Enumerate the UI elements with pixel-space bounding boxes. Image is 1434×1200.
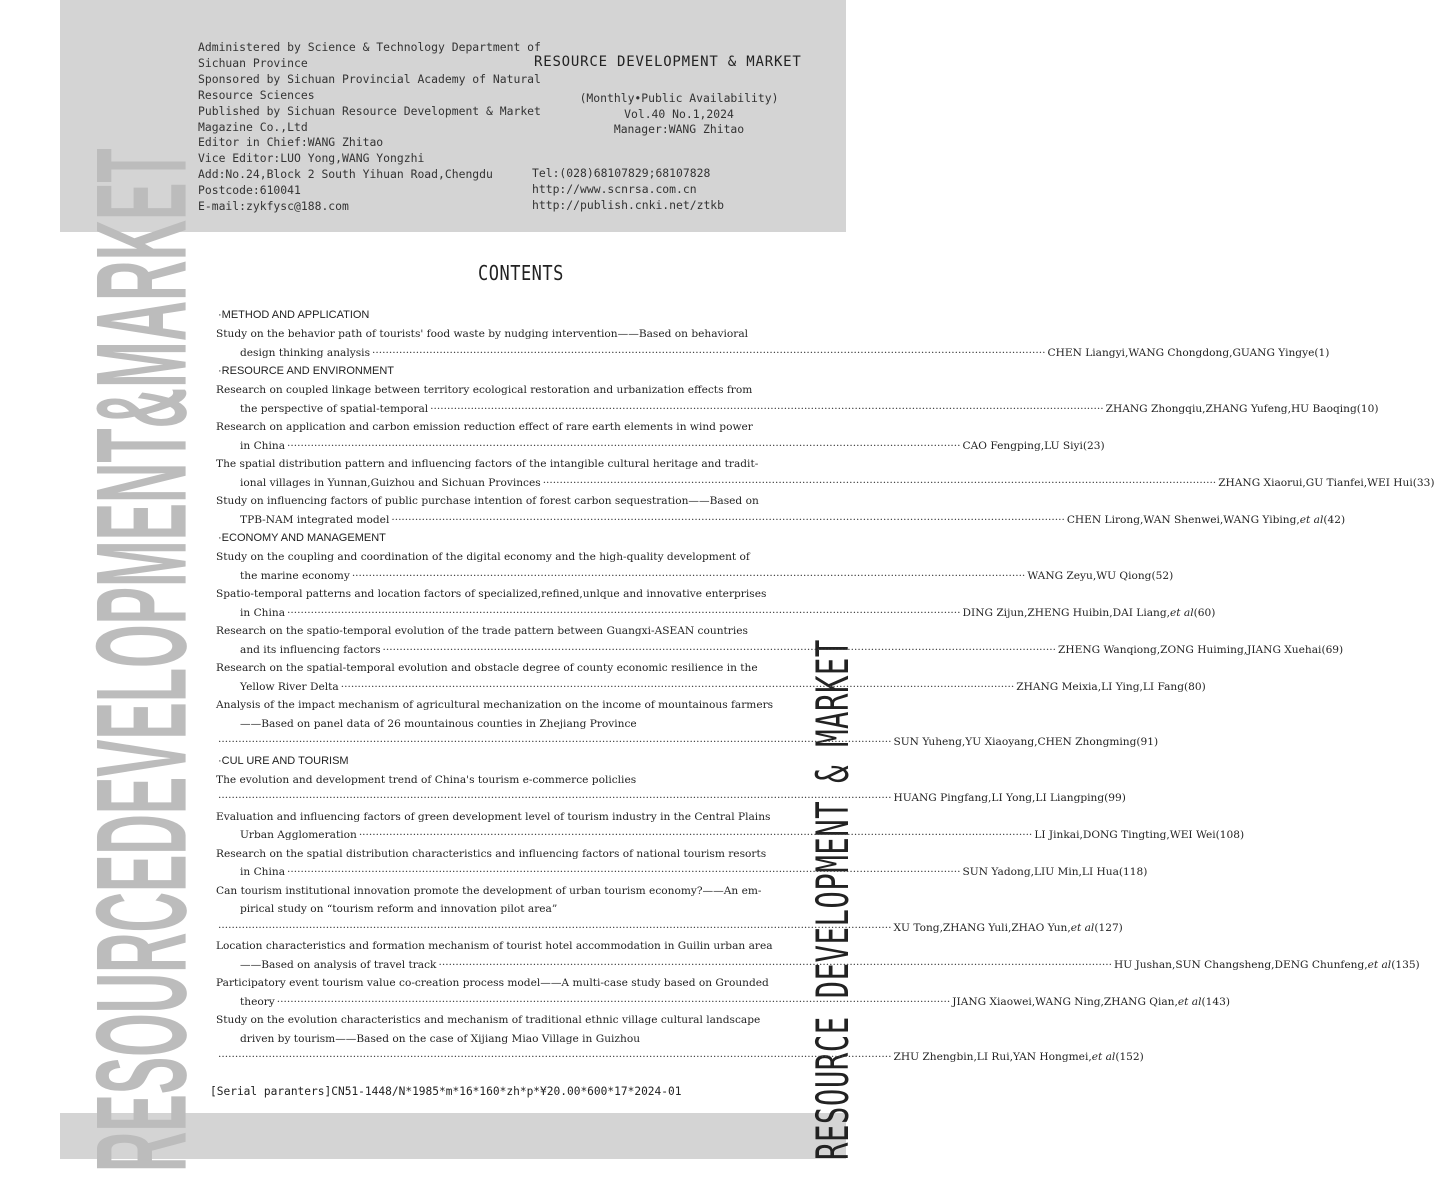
- toc-entry-page: (33): [1412, 476, 1434, 489]
- toc-entry[interactable]: [216, 548, 1174, 585]
- toc-entry-page: (52): [1151, 569, 1174, 582]
- toc-entry-page: (1): [1314, 346, 1330, 359]
- toc-entry-title-end: theory: [240, 995, 275, 1008]
- toc-entry-title: Can tourism institutional innovation promote the development of urban tourism economy?——An em-: [216, 884, 762, 897]
- publication-admin-info: [198, 40, 541, 215]
- leader-dots: ········································································································································································································: [218, 736, 892, 748]
- toc-section-heading: ·CUL URE AND TOURISM: [218, 754, 349, 767]
- toc-entry[interactable]: [216, 845, 1148, 882]
- toc-entry-title-end: Urban Agglomeration: [240, 829, 357, 841]
- toc-entry-authors: ZHANG Zhongqiu,ZHANG Yufeng,HU Baoqing: [1105, 402, 1357, 415]
- toc-entry[interactable]: [216, 659, 1206, 696]
- toc-entry-title-end: TPB-NAM integrated model: [240, 513, 390, 526]
- toc-entry-title-end: Yellow River Delta: [240, 680, 339, 693]
- toc-entry-authors: CAO Fengping,LU Siyi: [962, 439, 1083, 452]
- masthead-contact: [532, 166, 724, 214]
- toc-entry[interactable]: [216, 937, 1420, 974]
- toc-entry-page: (118): [1118, 866, 1148, 878]
- toc-entry-title-end: ional villages in Yunnan,Guizhou and Sichuan Provinces: [240, 476, 541, 489]
- contents-title: CONTENTS: [478, 262, 564, 286]
- toc-entry[interactable]: [216, 622, 1344, 659]
- admin-line: Magazine Co.,Ltd: [198, 119, 308, 134]
- toc-entry[interactable]: [216, 974, 1230, 1011]
- left-vertical-title: RESOURCEDEVELOPMENT&MARKET: [68, 148, 214, 1172]
- leader-dots: ········································································································································································································: [287, 439, 961, 452]
- leader-dots: ········································································································································································································: [351, 569, 1026, 582]
- toc-entry-page: (99): [1104, 792, 1126, 804]
- admin-line: Sichuan Province: [198, 55, 308, 70]
- toc-entry-authors: XU Tong,ZHANG Yuli,ZHAO Yun,et al: [893, 921, 1095, 934]
- toc-entry-title: Evaluation and influencing factors of green development level of tourism industry in the Central Plains: [216, 810, 771, 823]
- masthead-info-line: Vol.40 No.1,2024: [624, 106, 734, 121]
- toc-entry-title-cont: ——Based on panel data of 26 mountainous counties in Zhejiang Province: [240, 717, 637, 730]
- toc-entry-page: (135): [1391, 958, 1420, 971]
- toc-entry-title-end: ——Based on analysis of travel track: [240, 958, 437, 971]
- leader-dots: ········································································································································································································: [218, 792, 892, 804]
- masthead-info: [534, 91, 844, 138]
- toc-entry-authors: SUN Yuheng,YU Xiaoyang,CHEN Zhongming: [893, 736, 1137, 748]
- toc-entry-page: (69): [1321, 643, 1344, 656]
- toc-entry-title-end: in China: [240, 606, 286, 619]
- toc-section-heading: ·METHOD AND APPLICATION: [218, 309, 370, 321]
- toc-entry-title-end: design thinking analysis: [240, 346, 371, 359]
- toc-entry-page: (10): [1356, 402, 1379, 415]
- leader-dots: ········································································································································································································: [382, 643, 1057, 656]
- contact-phone: Tel:(028)68107829;68107828: [532, 166, 711, 180]
- toc-entry-authors: ZHU Zhengbin,LI Rui,YAN Hongmei,et al: [893, 1051, 1116, 1063]
- toc-entry[interactable]: [216, 771, 1126, 808]
- toc-entry-authors: DING Zijun,ZHENG Huibin,DAI Liang,et al: [962, 606, 1194, 619]
- leader-dots: ········································································································································································································: [287, 866, 961, 878]
- admin-line: Sponsored by Sichuan Provincial Academy of Natural: [198, 71, 541, 86]
- toc-entry-title: Participatory event tourism value co-creation process model——A multi-case study based on Grounded: [216, 977, 769, 989]
- toc-entry-authors: HUANG Pingfang,LI Yong,LI Liangping: [893, 792, 1105, 804]
- toc-entry-authors: JIANG Xiaowei,WANG Ning,ZHANG Qian,et al: [952, 995, 1202, 1008]
- toc-entry-authors: ZHANG Meixia,LI Ying,LI Fang: [1016, 680, 1185, 693]
- toc-entry[interactable]: [216, 882, 1123, 938]
- toc-entry-title-end: the perspective of spatial-temporal: [240, 402, 429, 415]
- admin-line: Administered by Science & Technology Department of: [198, 40, 541, 54]
- toc-entry-title: Analysis of the impact mechanism of agricultural mechanization on the income of mountainous farmers: [216, 699, 774, 711]
- toc-entry[interactable]: [216, 455, 1434, 492]
- toc-entry-page: (108): [1215, 829, 1245, 841]
- toc-entry-title-end: in China: [240, 866, 286, 878]
- admin-line: Editor in Chief:WANG Zhitao: [198, 135, 384, 150]
- leader-dots: ········································································································································································································: [218, 921, 892, 934]
- toc-entry-authors: SUN Yadong,LIU Min,LI Hua: [962, 866, 1119, 878]
- toc-entry-page: (23): [1082, 439, 1105, 452]
- toc-entry[interactable]: [216, 492, 1346, 529]
- toc-entry-title-end: in China: [240, 439, 286, 452]
- toc-entry-title: Study on the coupling and coordination of the digital economy and the high-quality development of: [216, 551, 750, 563]
- leader-dots: ········································································································································································································: [542, 476, 1217, 489]
- toc-section-heading: ·ECONOMY AND MANAGEMENT: [218, 532, 386, 544]
- toc-entry-authors: LI Jinkai,DONG Tingting,WEI Wei: [1034, 829, 1216, 841]
- serial-parameters: [Serial paranters]CN51-1448/N*1985*m*16*160*zh*p*¥20.00*600*17*2024-01: [210, 1085, 682, 1098]
- admin-line: Add:No.24,Block 2 South Yihuan Road,Chengdu: [198, 167, 493, 182]
- toc-entry-title-end: the marine economy: [240, 569, 350, 582]
- toc-entry-title: Study on influencing factors of public purchase intention of forest carbon sequestration——Based on: [216, 495, 759, 507]
- toc-section-heading: ·RESOURCE AND ENVIRONMENT: [218, 365, 395, 377]
- toc-entry-title-end: and its influencing factors: [240, 643, 381, 656]
- toc-entry-title: Spatio-temporal patterns and location factors of specialized,refined,unlque and innovative enterprises: [216, 588, 767, 600]
- admin-line: Published by Sichuan Resource Development & Market: [198, 103, 541, 118]
- toc-entry[interactable]: [216, 418, 1105, 455]
- toc-entry[interactable]: [216, 808, 1245, 845]
- toc-entry[interactable]: [216, 1011, 1144, 1067]
- toc-entry-authors: ZHENG Wanqiong,ZONG Huiming,JIANG Xuehai: [1058, 643, 1322, 656]
- toc-entry-authors: CHEN Lirong,WAN Shenwei,WANG Yibing,et al: [1066, 513, 1324, 526]
- toc-entry-page: (152): [1115, 1051, 1144, 1063]
- toc-entry-title: Research on coupled linkage between territory ecological restoration and urbanization effects from: [216, 384, 753, 396]
- right-vertical-title: RESOURCE DEVELOPMENT & MARKET: [806, 639, 859, 1160]
- toc-entry-page: (80): [1184, 680, 1206, 693]
- toc-entry-authors: CHEN Liangyi,WANG Chongdong,GUANG Yingye: [1047, 346, 1315, 359]
- leader-dots: ········································································································································································································: [430, 402, 1104, 415]
- admin-line: E-mail:zykfysc@188.com: [198, 199, 349, 214]
- toc-entry-authors: WANG Zeyu,WU Qiong: [1027, 569, 1152, 582]
- toc-entry[interactable]: [216, 325, 1330, 362]
- toc-entry-title: Research on the spatio-temporal evolution of the trade pattern between Guangxi-ASEAN countries: [216, 625, 748, 637]
- toc-entry-page: (42): [1323, 513, 1346, 526]
- toc-entry-page: (91): [1136, 736, 1159, 748]
- leader-dots: ········································································································································································································: [391, 513, 1065, 526]
- masthead-info-line: (Monthly•Public Availability): [579, 91, 779, 105]
- toc-entry-title: The evolution and development trend of China's tourism e-commerce policlies: [216, 773, 637, 786]
- admin-line: Vice Editor:LUO Yong,WANG Yongzhi: [198, 151, 425, 166]
- toc-entry-title: The spatial distribution pattern and influencing factors of the intangible cultural heritage and tradit-: [216, 458, 759, 470]
- leader-dots: ········································································································································································································: [438, 958, 1112, 971]
- admin-line: Resource Sciences: [198, 87, 315, 102]
- toc-entry-page: (60): [1193, 606, 1216, 619]
- masthead-info-line: Manager:WANG Zhitao: [613, 122, 745, 136]
- toc-entry-title: Location characteristics and formation mechanism of tourist hotel accommodation in Guilin urban area: [216, 940, 773, 952]
- toc-entry-title: Study on the behavior path of tourists' food waste by nudging intervention——Based on behavioral: [216, 328, 749, 340]
- toc-entry-title-cont: pirical study on “tourism reform and innovation pilot area”: [240, 903, 558, 915]
- toc-entry-title-cont: driven by tourism——Based on the case of Xijiang Miao Village in Guizhou: [240, 1032, 641, 1045]
- toc-entry-page: (127): [1094, 921, 1123, 934]
- contact-website-link[interactable]: http://www.scnrsa.com.cn: [532, 181, 697, 196]
- leader-dots: ········································································································································································································: [287, 606, 961, 619]
- toc-entry-title: Study on the evolution characteristics and mechanism of traditional ethnic village cultural landscape: [216, 1014, 761, 1026]
- leader-dots: ········································································································································································································: [276, 995, 951, 1008]
- masthead-title: RESOURCE DEVELOPMENT & MARKET: [534, 54, 802, 70]
- toc-entry-title: Research on the spatial-temporal evolution and obstacle degree of county economic resilience in the: [216, 662, 758, 674]
- leader-dots: ········································································································································································································: [218, 1051, 892, 1063]
- leader-dots: ········································································································································································································: [358, 829, 1033, 841]
- toc-entry[interactable]: [216, 381, 1379, 418]
- toc-entry[interactable]: [216, 696, 1159, 752]
- toc-entry[interactable]: [216, 585, 1216, 622]
- toc-entry-title: Research on application and carbon emission reduction effect of rare earth elements in wind power: [216, 421, 753, 433]
- leader-dots: ········································································································································································································: [372, 346, 1046, 359]
- contact-cnki-link[interactable]: http://publish.cnki.net/ztkb: [532, 197, 725, 212]
- admin-line: Postcode:610041: [198, 183, 301, 198]
- toc-entry-authors: ZHANG Xiaorui,GU Tianfei,WEI Hui: [1218, 476, 1413, 489]
- toc-entry-authors: HU Jushan,SUN Changsheng,DENG Chunfeng,et al: [1113, 958, 1392, 971]
- leader-dots: ········································································································································································································: [340, 680, 1015, 693]
- toc-entry-title: Research on the spatial distribution characteristics and influencing factors of national tourism resorts: [216, 847, 767, 860]
- toc-entry-page: (143): [1201, 995, 1230, 1008]
